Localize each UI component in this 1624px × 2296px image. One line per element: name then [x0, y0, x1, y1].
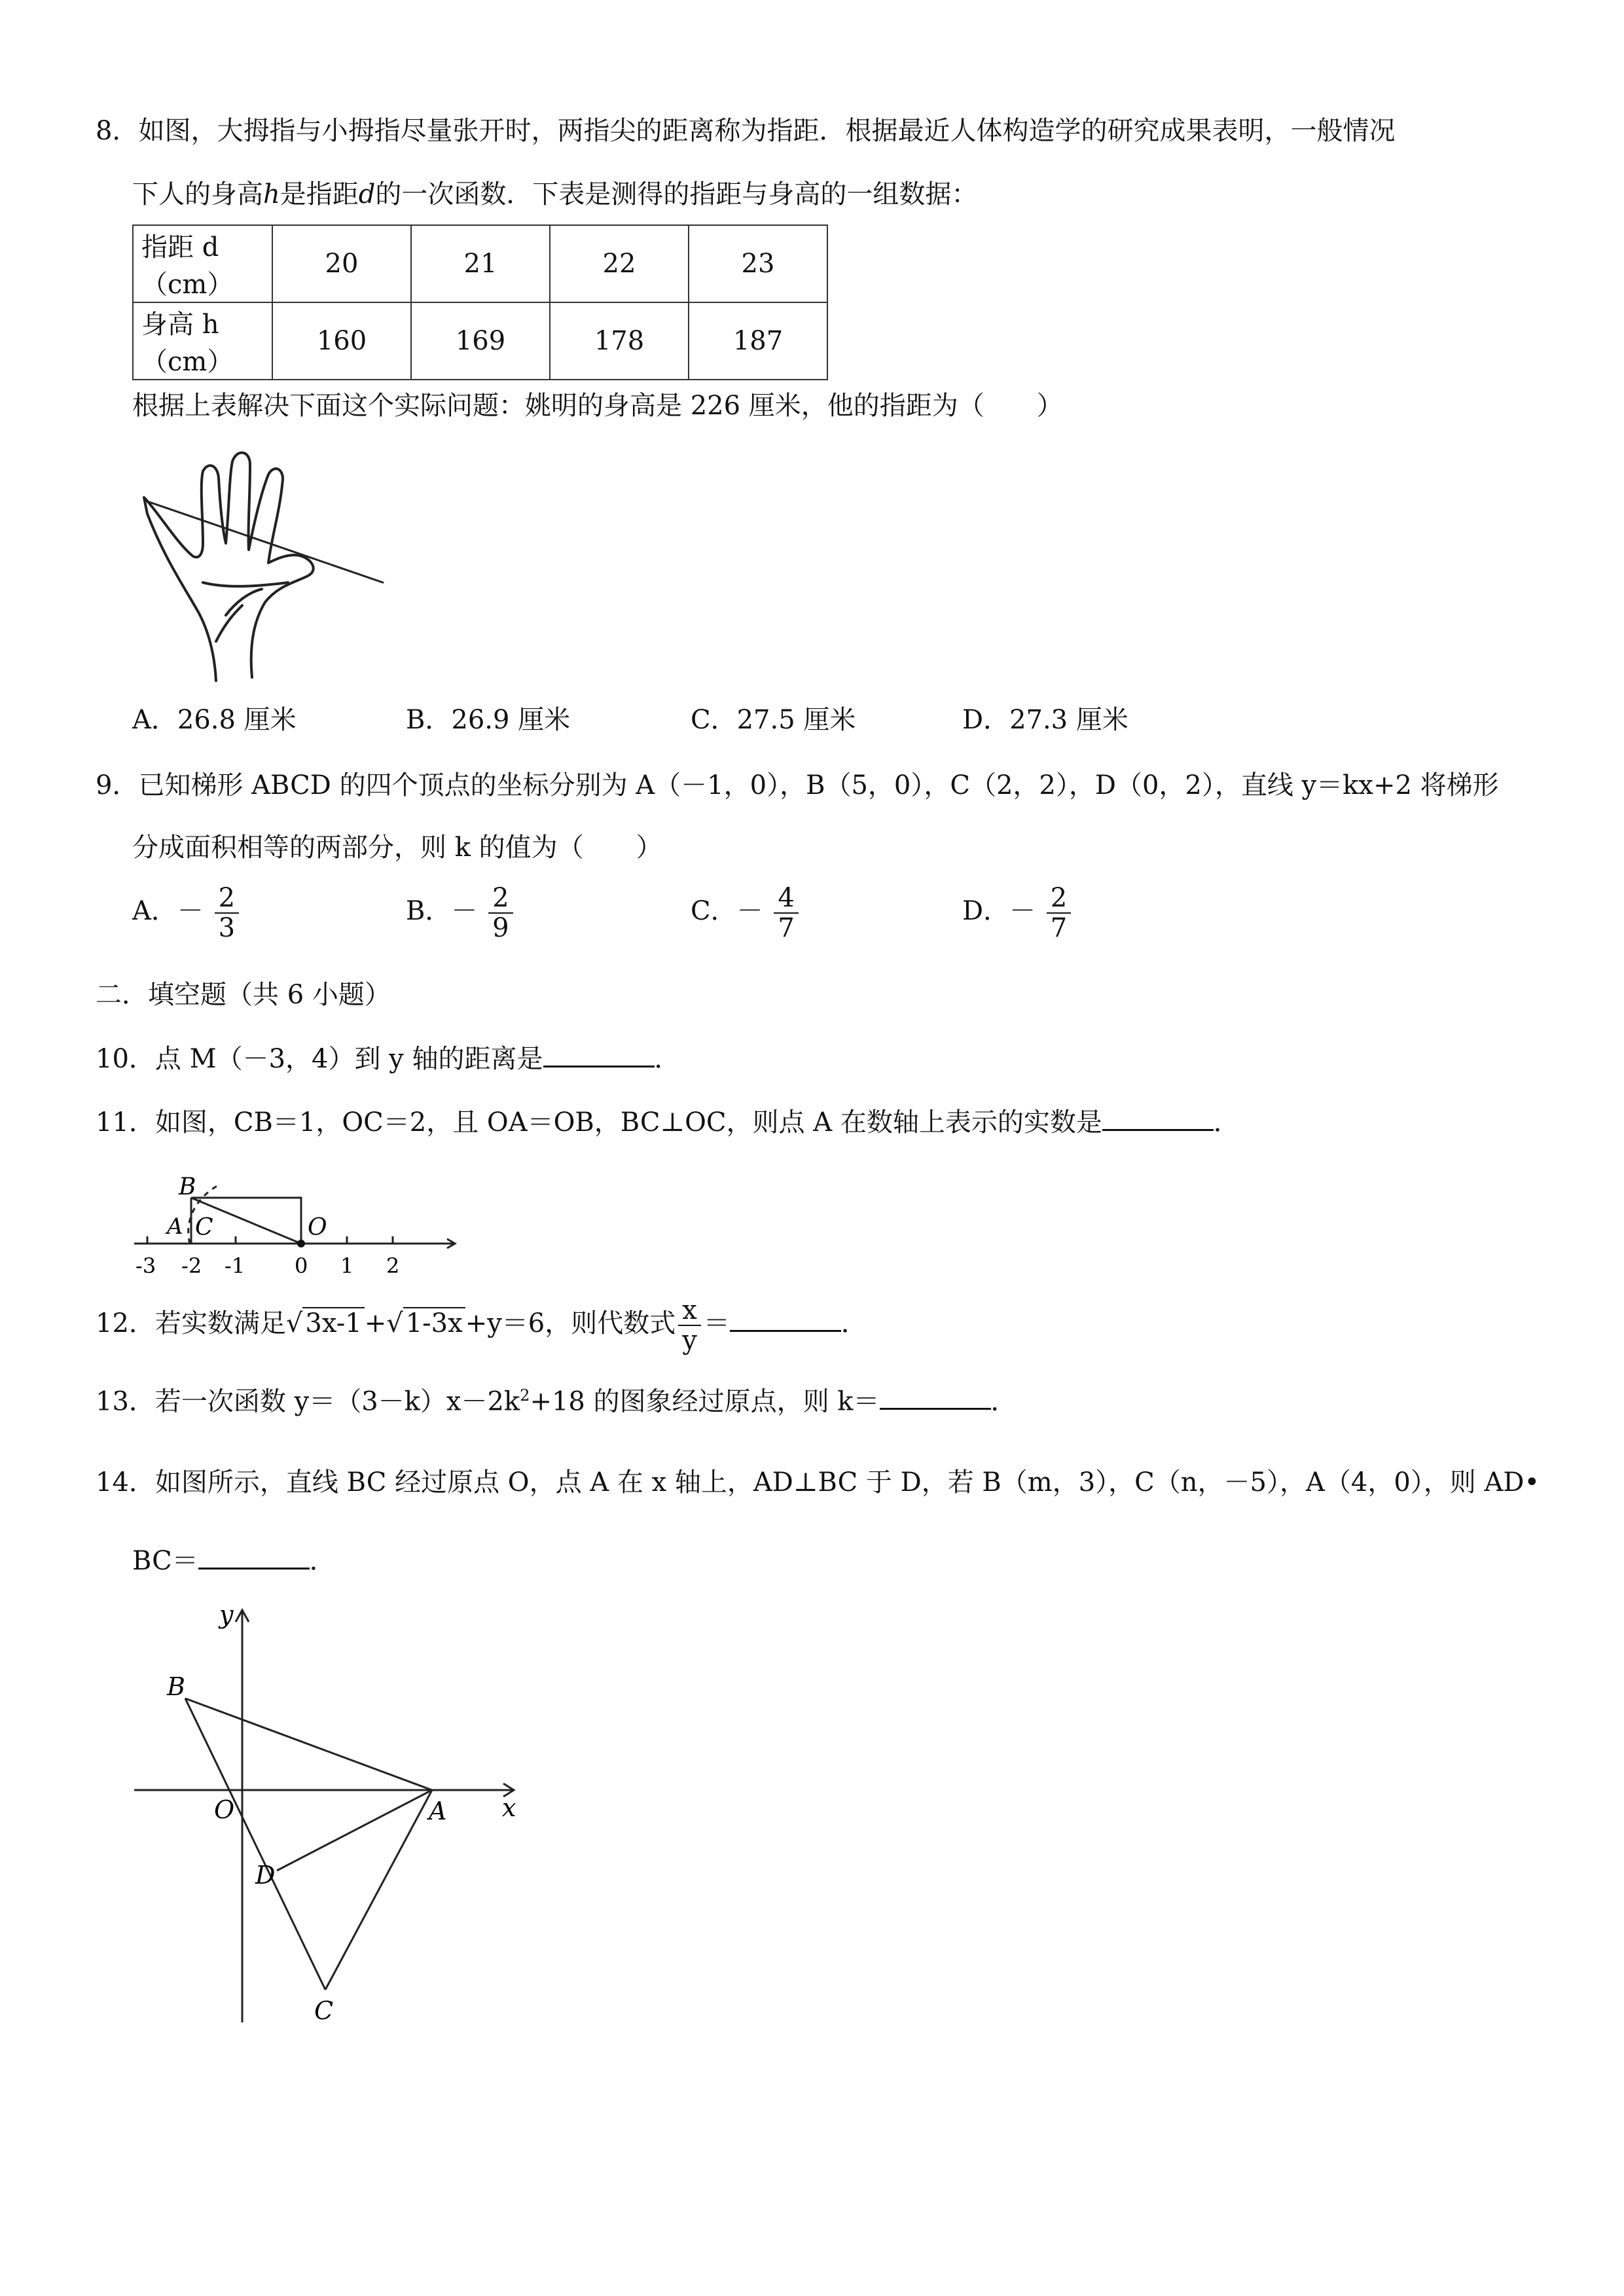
label-B: B	[179, 1174, 196, 1200]
palm-line	[203, 583, 288, 586]
fraction: $\frac{x}{y}$	[678, 1296, 701, 1355]
q9-option-c: C．－ $\frac{4}{7}$	[691, 884, 801, 942]
fraction: $\frac{4}{7}$	[774, 884, 798, 942]
q9-line2: 分成面积相等的两部分，则 k 的值为（ ）	[132, 833, 662, 863]
q8-option-a: A．26.8 厘米	[132, 705, 297, 735]
fraction: $\frac{2}{7}$	[1047, 884, 1071, 942]
table-cell: 21	[411, 225, 550, 302]
table-row	[133, 302, 827, 380]
tick-label: -1	[225, 1253, 245, 1278]
label-A: A	[167, 1213, 183, 1240]
tick-label: 1	[340, 1253, 354, 1278]
q14-line2: BC＝ ．	[132, 1546, 336, 1576]
fraction: $\frac{2}{9}$	[488, 884, 513, 942]
hand-outline	[144, 453, 314, 681]
palm-line	[226, 589, 262, 615]
q8-option-b: B．26.9 厘米	[406, 705, 571, 735]
table-header-cell: 指距 d（cm）	[133, 225, 272, 302]
q9-option-a: A．－ $\frac{2}{3}$	[132, 884, 242, 942]
q8-option-c: C．27.5 厘米	[691, 705, 856, 735]
hand-figure	[137, 445, 399, 694]
segment-AC	[325, 1790, 432, 1990]
label-O: O	[308, 1214, 327, 1241]
sqrt-icon: √	[285, 1308, 303, 1338]
sqrt-icon: √	[386, 1308, 403, 1338]
label-O: O	[214, 1795, 235, 1824]
tick-label: -3	[135, 1253, 156, 1278]
table-header-cell: 身高 h（cm）	[133, 302, 272, 380]
fraction: $\frac{2}{3}$	[215, 884, 239, 942]
q8-option-d: D．27.3 厘米	[962, 705, 1128, 735]
coordinate-figure	[128, 1597, 533, 2029]
q8-line1: 8．如图，大拇指与小拇指尽量张开时，两指尖的距离称为指距．根据最近人体构造学的研究成果表明，一般情况	[96, 116, 1396, 146]
q9-option-d: D．－ $\frac{2}{7}$	[962, 884, 1074, 942]
tick-label: 2	[386, 1253, 400, 1278]
label-x: x	[502, 1793, 516, 1822]
span-line	[145, 501, 383, 583]
segment-AD	[277, 1790, 432, 1871]
table-cell: 23	[689, 225, 827, 302]
label-D: D	[255, 1861, 276, 1890]
section-heading: 二．填空题（共 6 小题）	[96, 980, 391, 1010]
point-O	[297, 1240, 305, 1247]
answer-blank[interactable]	[543, 1046, 655, 1067]
q12: 12．若实数满足√ 3x-1 +√ 1-3x +y＝6，则代数式 $\frac{x}{y}$ ＝ ．	[96, 1295, 867, 1355]
table-cell: 22	[550, 225, 689, 302]
q11: 11．如图，CB＝1，OC＝2，且 OA＝OB，BC⊥OC，则点 A 在数轴上表示的实数是 ．	[96, 1107, 1240, 1138]
table-cell: 20	[272, 225, 411, 302]
tick-label: -2	[181, 1253, 202, 1278]
q9-option-b: B．－ $\frac{2}{9}$	[406, 884, 516, 942]
q8-data-table	[132, 224, 828, 380]
table-cell: 178	[550, 302, 689, 380]
table-row	[133, 225, 827, 302]
answer-blank[interactable]	[198, 1548, 310, 1570]
table-cell: 187	[689, 302, 827, 380]
answer-blank[interactable]	[1102, 1109, 1214, 1131]
table-cell: 160	[272, 302, 411, 380]
q13: 13．若一次函数 $y=(3-k)x-2k^2+18$ 的图象经过原点，则 k＝ ．	[96, 1386, 1017, 1417]
answer-blank[interactable]	[730, 1310, 841, 1332]
number-line-figure	[128, 1162, 468, 1286]
answer-blank[interactable]	[880, 1388, 991, 1410]
q9-line1: 9．已知梯形 ABCD 的四个顶点的坐标分别为 A（－1，0），B（5，0），C（2，2），D（0，2），直线 y＝kx+2 将梯形	[96, 770, 1499, 800]
label-y: y	[219, 1600, 234, 1629]
label-A: A	[429, 1797, 447, 1825]
q8-question: 根据上表解决下面这个实际问题：姚明的身高是 226 厘米，他的指距为（ ）	[132, 391, 1063, 421]
label-C: C	[195, 1214, 213, 1241]
q8-line2: 下人的身高h是指距d的一次函数．下表是测得的指距与身高的一组数据：	[132, 179, 978, 209]
label-C: C	[314, 1996, 334, 2025]
label-B: B	[167, 1672, 185, 1701]
q10: 10．点 M（－3，4）到 y 轴的距离是 ．	[96, 1044, 681, 1074]
table-cell: 169	[411, 302, 550, 380]
q14-line1: 14．如图所示，直线 BC 经过原点 O，点 A 在 x 轴上，AD⊥BC 于 D，若 B（m，3），C（n，－5），A（4，0），则 AD•	[96, 1467, 1540, 1498]
tick-label: 0	[295, 1253, 308, 1278]
